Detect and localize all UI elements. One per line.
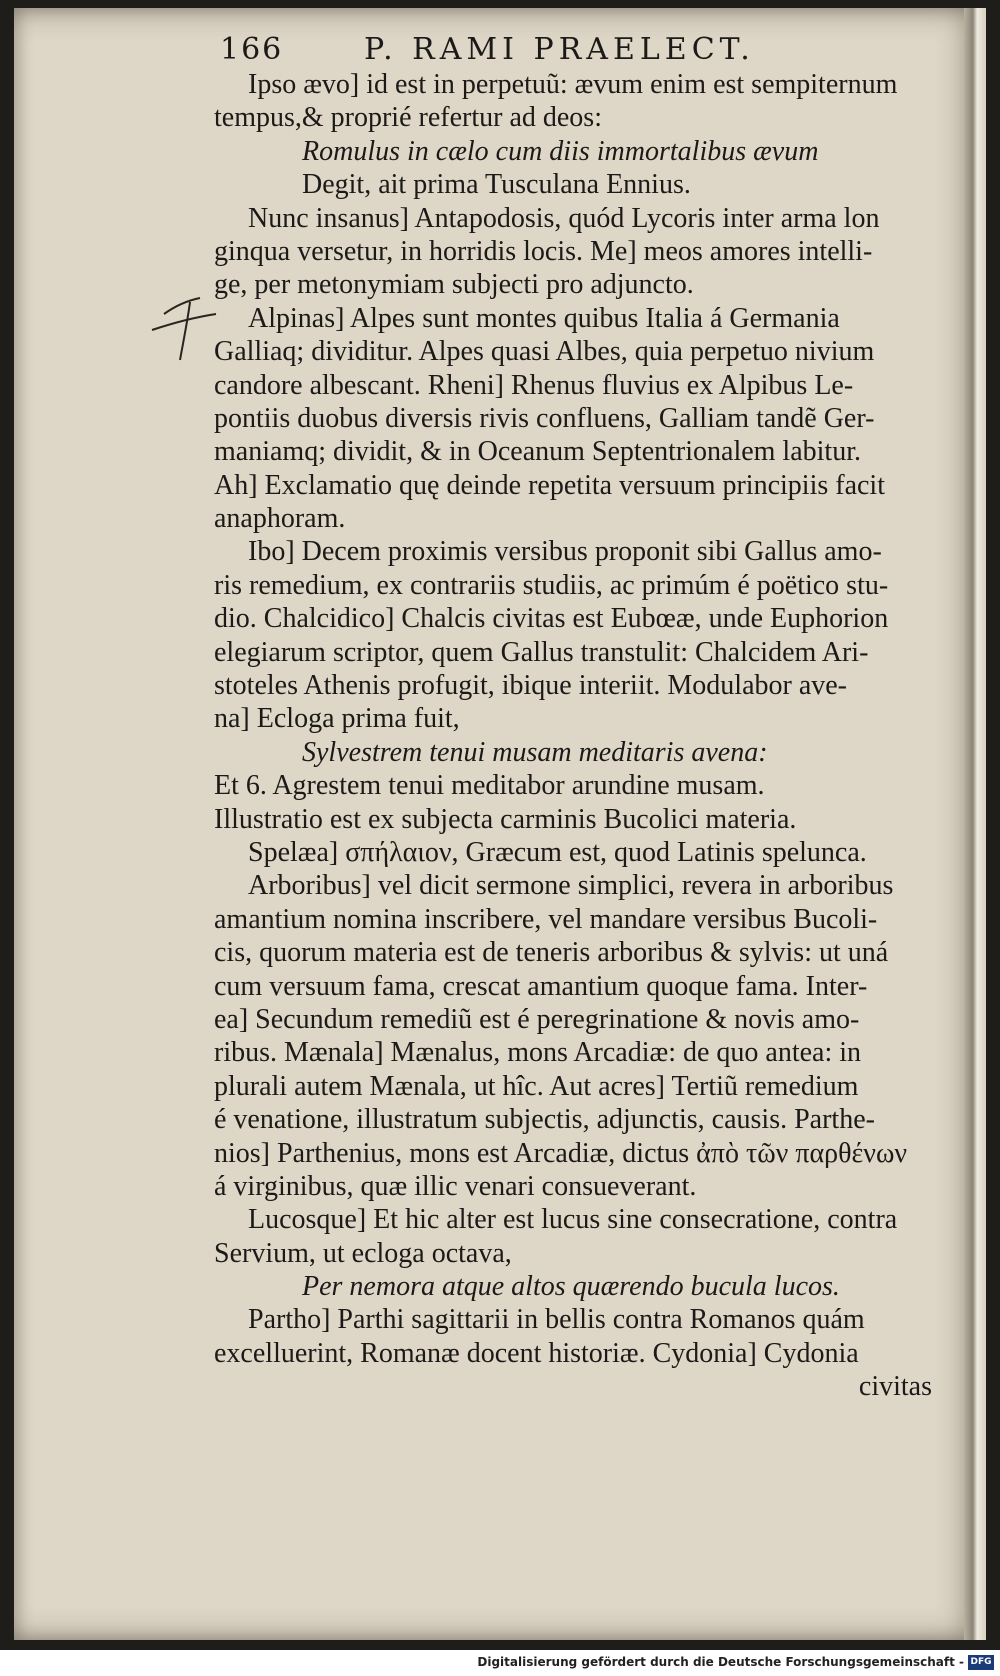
dfg-logo: DFG <box>968 1655 994 1670</box>
text-line: Galliaq; dividitur. Alpes quasi Albes, quia perpetuo nivium <box>214 336 875 368</box>
text-line: ris remedium, ex contrariis studiis, ac primúm é poëtico stu- <box>214 569 889 601</box>
marginal-pen-mark <box>150 294 220 364</box>
text-block <box>214 26 946 1404</box>
text-line: Ipso ævo] id est in perpetuũ: ævum enim est sempiternum <box>248 69 898 100</box>
text-line: na] Ecloga prima fuit, <box>214 703 460 735</box>
text-line: amantium nomina inscribere, vel mandare versibus Bucoli- <box>214 903 878 935</box>
page-header <box>214 26 946 68</box>
text-line: ribus. Mænala] Mænalus, mons Arcadiæ: de quo antea: in <box>214 1037 862 1069</box>
text-line: Ah] Exclamatio quę deinde repetita versuum principiis facit <box>214 469 885 501</box>
text-line: anaphoram. <box>214 503 346 535</box>
text-line: maniamq; dividit, & in Oceanum Septentrionalem labitur. <box>214 436 861 468</box>
text-line: plurali autem Mænala, ut hîc. Aut acres] Tertiũ remedium <box>214 1070 859 1102</box>
text-line: ginqua versetur, in horridis locis. Me] meos amores intelli- <box>214 235 873 267</box>
funding-credit: Digitalisierung gefördert durch die Deutsche Forschungsgemeinschaft - <box>477 1655 964 1669</box>
verse-quote-line: Sylvestrem tenui musam meditaris avena: <box>302 736 768 768</box>
verse-quote-line: Per nemora atque altos quærendo bucula lucos. <box>302 1271 840 1303</box>
text-line: dio. Chalcidico] Chalcis civitas est Eubœæ, unde Euphorion <box>214 603 889 635</box>
text-line: elegiarum scriptor, quem Gallus transtulit: Chalcidem Ari- <box>214 636 869 668</box>
text-line: é venatione, illustratum subjectis, adjunctis, causis. Parthe- <box>214 1104 875 1136</box>
text-line: stoteles Athenis profugit, ibique interiit. Modulabor ave- <box>214 670 847 702</box>
text-line: Arboribus] vel dicit sermone simplici, revera in arboribus <box>248 870 894 902</box>
text-line: Nunc insanus] Antapodosis, quód Lycoris inter arma lon <box>248 202 880 234</box>
text-line: Lucosque] Et hic alter est lucus sine consecratione, contra <box>248 1204 898 1236</box>
text-line: cum versuum fama, crescat amantium quoque fama. Inter- <box>214 970 868 1002</box>
digitization-footer <box>0 1652 1000 1676</box>
text-line: ea] Secundum remediũ est é peregrinatione & novis amo- <box>214 1003 860 1035</box>
verse-quote-line: Et 6. Agrestem tenui meditabor arundine musam. <box>214 770 765 802</box>
text-line: Alpinas] Alpes sunt montes quibus Italia á Germania <box>248 302 840 334</box>
text-line: Illustratio est ex subjecta carminis Bucolici materia. <box>214 803 797 835</box>
text-line: cis, quorum materia est de teneris arboribus & sylvis: ut uná <box>214 937 889 969</box>
text-line: Servium, ut ecloga octava, <box>214 1237 512 1269</box>
text-line: nios] Parthenius, mons est Arcadiæ, dictus ἀπὸ τῶν παρθένων <box>214 1137 908 1169</box>
text-line: á virginibus, quæ illic venari consueverant. <box>214 1170 697 1202</box>
text-line: pontiis duobus diversis rivis confluens, Galliam tandẽ Ger- <box>214 402 875 434</box>
running-head: P. RAMI PRAELECT. <box>364 32 755 67</box>
page-edge <box>964 8 986 1640</box>
text-line: Spelæa] σπήλαιον, Græcum est, quod Latinis spelunca. <box>248 836 867 868</box>
text-line: excelluerint, Romanæ docent historiæ. Cydonia] Cydonia <box>214 1337 859 1369</box>
verse-quote-line: Romulus in cælo cum diis immortalibus ævum <box>302 135 819 167</box>
text-line: tempus,& proprié refertur ad deos: <box>214 102 602 134</box>
text-line: ge, per metonymiam subjecti pro adjuncto. <box>214 269 694 301</box>
page-number: 166 <box>220 32 284 67</box>
text-line: Degit, ait prima Tusculana Ennius. <box>302 169 691 201</box>
text-line: Partho] Parthi sagittarii in bellis contra Romanos quám <box>248 1304 865 1336</box>
text-line: Ibo] Decem proximis versibus proponit sibi Gallus amo- <box>248 536 882 568</box>
catchword: civitas <box>858 1371 932 1403</box>
text-line: candore albescant. Rheni] Rhenus fluvius ex Alpibus Le- <box>214 369 854 401</box>
